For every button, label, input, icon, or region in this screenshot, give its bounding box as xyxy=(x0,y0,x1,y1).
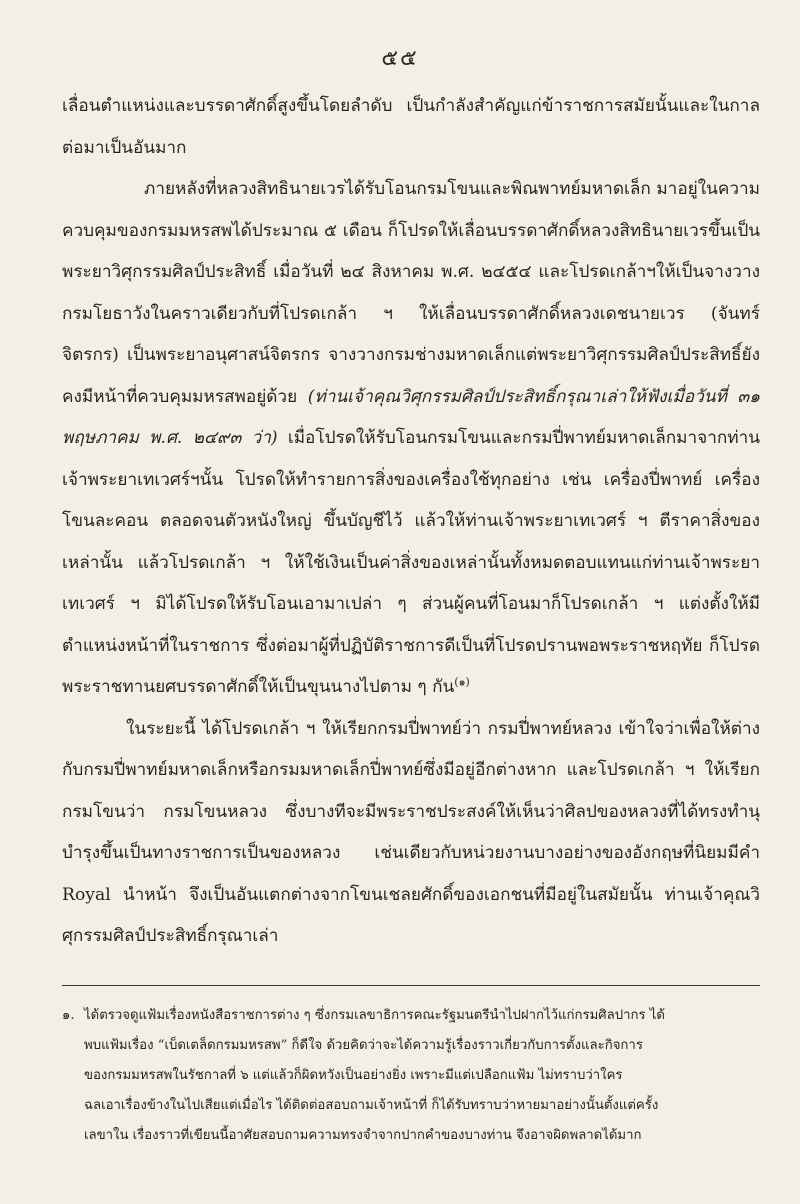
footnote-text-1: ได้ตรวจดูแฟ้มเรื่องหนังสือราชการต่าง ๆ ซึ่งกรมเลขาธิการคณะรัฐมนตรีนำไปฝากไว้แก่กรมศิลปากร ได้ xyxy=(84,1008,665,1023)
footnote-line-3: ของกรมมหรสพในรัชกาลที่ ๖ แต่แล้วก็ผิดหวังเป็นอย่างยิ่ง เพราะมีแต่เปลือกแฟ้ม ไม่ทราบว่าใคร xyxy=(84,1068,623,1083)
footnote-reference: (๑) xyxy=(454,675,470,689)
body-text xyxy=(62,86,760,958)
footnote-mark: ๑. xyxy=(62,1008,75,1023)
footnote-line-5: เลขาใน เรื่องราวที่เขียนนี้อาศัยสอบถามความทรงจำจากปากคำของบางท่าน จึงอาจผิดพลาดได้มาก xyxy=(84,1128,642,1143)
paragraph-2-continued: เมื่อโปรดให้รับโอนกรมโขนและกรมปี่พาทย์มหาดเล็กมาจากท่านเจ้าพระยาเทเวศร์ฯนั้น โปรดให้ทำรายการสิ่งของเครื่องใช้ทุกอย่าง เช่น เครื่องปี่พาทย์ เครื่องโขนละคอน ตลอดจนตัวหนังใหญ่ ขึ้นบัญชีไว้ แล้วให้ท่านเจ้าพระยาเทเวศร์ ฯ ตีราคาสิ่งของเหล่านั้น แล้วโปรดเกล้า ฯ ให้ใช้เงินเป็นค่าสิ่งของเหล่านั้นทั้งหมดตอบแทนแก่ท่านเจ้าพระยาเทเวศร์ ฯ มิได้โปรดให้รับโอนเอามาเปล่า ๆ ส่วนผู้คนที่โอนมาก็โปรดเกล้า ฯ แต่งตั้งให้มีตำแหน่งหน้าที่ในราชการ ซึ่งต่อมาผู้ที่ปฏิบัติราชการดีเป็นที่โปรดปรานพอพระราชหฤทัย ก็โปรดพระราชทานยศบรรดาศักดิ์ให้เป็นขุนนางไปตาม ๆ กัน xyxy=(62,428,760,697)
footnote-line-4: ฉลเอาเรื่องข้างในไปเสียแต่เมื่อไร ได้ติดต่อสอบถามเจ้าหน้าที่ ก็ได้รับทราบว่าหายมาอย่างนั้นตั้งแต่ครั้ง xyxy=(84,1098,659,1113)
footnote-line-2: พบแฟ้มเรื่อง “เบ็ดเตล็ดกรมมหรสพ” ก็ดีใจ ด้วยคิดว่าจะได้ความรู้เรื่องราวเกี่ยวกับการตั้งและกิจการ xyxy=(84,1038,643,1053)
quote-parenthetical: (ท่านเจ้าคุณวิศุกรรมศิลป์ประสิทธิ์กรุณาเล่าให้ฟังเมื่อวันที่ ๓๑ พฤษภาคม พ.ศ. ๒๔๙๓ ว่า) xyxy=(62,386,761,448)
footnote-line-1 xyxy=(62,1001,760,1031)
paragraph-3: ในระยะนี้ ได้โปรดเกล้า ฯ ให้เรียกกรมปี่พาทย์ว่า กรมปี่พาทย์หลวง เข้าใจว่าเพื่อให้ต่างกับกรมปี่พาทย์มหาดเล็กหรือกรมมหาดเล็กปี่พาทย์ซึ่งมีอยู่อีกต่างหาก และโปรดเกล้า ฯ ให้เรียกกรมโขนว่า กรมโขนหลวง ซึ่งบางทีจะมีพระราชประสงค์ให้เห็นว่าศิลปของหลวงที่ได้ทรงทำนุบำรุงขึ้นเป็นทางราชการเป็นของหลวง เช่นเดียวกับหน่วยงานบางอย่างของอังกฤษที่นิยมมีคำ Royal นำหน้า จึงเป็นอันแตกต่างจากโขนเชลยศักดิ์ของเอกชนที่มีอยู่ในสมัยนั้น ท่านเจ้าคุณวิศุกรรมศิลป์ประสิทธิ์กรุณาเล่า xyxy=(62,718,760,946)
footnote xyxy=(62,1001,760,1151)
footnote-divider xyxy=(62,985,760,986)
page-number: ๕๕ xyxy=(381,46,419,71)
paragraph-2 xyxy=(62,169,760,709)
paragraph-1: เลื่อนตำแหน่งและบรรดาศักดิ์สูงขึ้นโดยลำดับ เป็นกำลังสำคัญแก่ข้าราชการสมัยนั้นและในกาลต่อมาเป็นอันมาก xyxy=(62,96,760,158)
paragraph-2-text: ภายหลังที่หลวงสิทธินายเวรได้รับโอนกรมโขนและพิณพาทย์มหาดเล็ก มาอยู่ในความควบคุมของกรมมหรสพได้ประมาณ ๕ เดือน ก็โปรดให้เลื่อนบรรดาศักดิ์หลวงสิทธินายเวรขึ้นเป็นพระยาวิศุกรรมศิลป์ประสิทธิ์ เมื่อวันที่ ๒๔ สิงหาคม พ.ศ. ๒๔๕๔ และโปรดเกล้าฯให้เป็นจางวางกรมโยธาวังในคราวเดียวกับที่โปรดเกล้า ฯ ให้เลื่อนบรรดาศักดิ์หลวงเดชนายเวร (จันทร์ จิตรกร) เป็นพระยาอนุศาสน์จิตรกร จางวางกรมช่างมหาดเล็กแต่พระยาวิศุกรรมศิลป์ประสิทธิ์ยังคงมีหน้าที่ควบคุมมหรสพอยู่ด้วย xyxy=(62,179,760,407)
